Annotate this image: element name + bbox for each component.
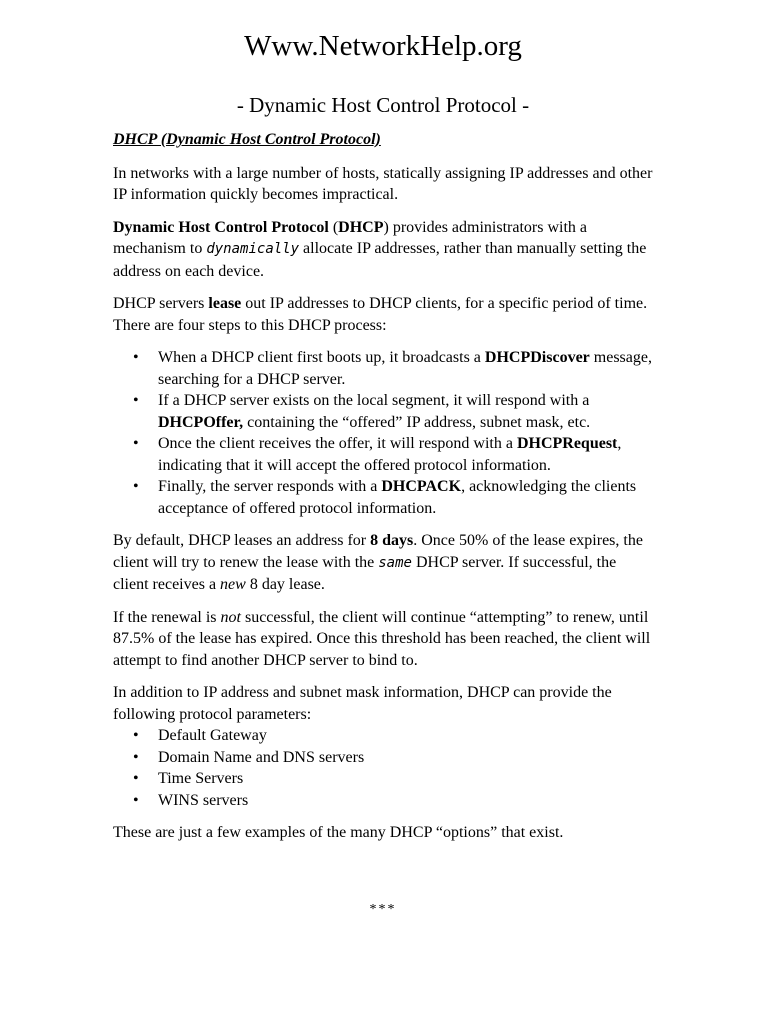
- renewal-paragraph: [113, 607, 653, 672]
- step-message-name: DHCPDiscover: [484, 349, 590, 366]
- list-item: [133, 768, 653, 790]
- lease-intro-text-1: DHCP servers: [113, 295, 209, 312]
- step-text: Finally, the server responds with a: [158, 478, 382, 495]
- site-title: Www.NetworkHelp.org: [244, 30, 522, 62]
- bullet-icon: •: [133, 748, 139, 766]
- lease-default-text-3: DHCP server. If successful, the client receives a: [113, 553, 617, 593]
- end-marker: ***: [369, 902, 397, 917]
- lease-intro-paragraph: [113, 293, 653, 336]
- list-item: [133, 747, 653, 769]
- lease-default-text-4: 8 day lease.: [245, 576, 325, 593]
- step-text: When a DHCP client first boots up, it broadcasts a: [158, 349, 485, 366]
- emphasis-not: not: [220, 608, 241, 626]
- term-dhcp-abbr: DHCP: [338, 218, 384, 236]
- intro-paragraph: In networks with a large number of hosts, statically assigning IP addresses and other IP information quickly becomes impractical.: [113, 164, 653, 203]
- list-item: [133, 790, 653, 812]
- lease-default-paragraph: [113, 530, 653, 596]
- parameter-text: WINS servers: [158, 791, 249, 809]
- term-dhcp-full: Dynamic Host Control Protocol: [113, 218, 329, 236]
- section-heading: DHCP (Dynamic Host Control Protocol): [113, 131, 381, 148]
- list-item: [133, 725, 653, 747]
- dhcp-steps-list: [113, 347, 653, 519]
- definition-paren-open: (: [328, 218, 339, 236]
- parameter-text: Time Servers: [158, 770, 244, 787]
- step-text: If a DHCP server exists on the local segment, it will respond with a: [158, 392, 590, 409]
- emphasis-dynamically: dynamically: [206, 241, 300, 257]
- renewal-text-2: successful, the client will continue “attempting” to renew, until 87.5% of the lease has expired. Once this threshold has been reached, the client will attempt to find another DHCP server to bind to.: [113, 608, 651, 669]
- parameters-intro-paragraph: In addition to IP address and subnet mask information, DHCP can provide the following protocol parameters:: [113, 684, 612, 723]
- document-body: [113, 129, 653, 855]
- term-lease: lease: [208, 295, 242, 312]
- list-item: [133, 433, 653, 476]
- lease-intro-text-2: out IP addresses to DHCP clients, for a specific period of time. There are four steps to this DHCP process:: [113, 295, 648, 334]
- bullet-icon: •: [133, 392, 139, 409]
- step-text: , indicating that it will accept the offered protocol information.: [158, 435, 622, 474]
- definition-text-2: allocate IP addresses, rather than manually setting the address on each device.: [113, 240, 647, 280]
- lease-duration: 8 days: [370, 532, 414, 549]
- step-text: message, searching for a DHCP server.: [158, 349, 652, 388]
- bullet-icon: •: [133, 349, 139, 366]
- emphasis-same: same: [378, 554, 412, 571]
- emphasis-new: new: [220, 576, 246, 593]
- document-title: - Dynamic Host Control Protocol -: [236, 93, 530, 117]
- definition-text-1: ) provides administrators with a mechanism to: [113, 218, 587, 257]
- definition-paragraph: [113, 217, 653, 283]
- protocol-parameters-list: [113, 725, 653, 811]
- step-text: , acknowledging the clients acceptance of offered protocol information.: [158, 478, 637, 517]
- bullet-icon: •: [133, 727, 139, 744]
- parameter-text: Default Gateway: [158, 727, 267, 744]
- bullet-icon: •: [133, 791, 139, 809]
- step-text: Once the client receives the offer, it will respond with a: [158, 435, 517, 452]
- bullet-icon: •: [133, 478, 139, 495]
- lease-default-text-1: By default, DHCP leases an address for: [113, 532, 371, 549]
- renewal-text-1: If the renewal is: [113, 608, 221, 626]
- parameter-text: Domain Name and DNS servers: [158, 748, 365, 766]
- lease-default-text-2: . Once 50% of the lease expires, the client will try to renew the lease with the: [113, 532, 643, 571]
- step-message-name: DHCPOffer,: [158, 413, 244, 431]
- bullet-icon: •: [133, 770, 139, 787]
- list-item: [133, 390, 653, 433]
- bullet-icon: •: [133, 435, 139, 452]
- list-item: [133, 347, 653, 390]
- step-message-name: DHCPACK: [381, 478, 462, 495]
- list-item: [133, 476, 653, 519]
- closing-paragraph: These are just a few examples of the many DHCP “options” that exist.: [113, 824, 564, 841]
- step-message-name: DHCPRequest: [516, 435, 618, 452]
- step-text: containing the “offered” IP address, subnet mask, etc.: [243, 413, 591, 431]
